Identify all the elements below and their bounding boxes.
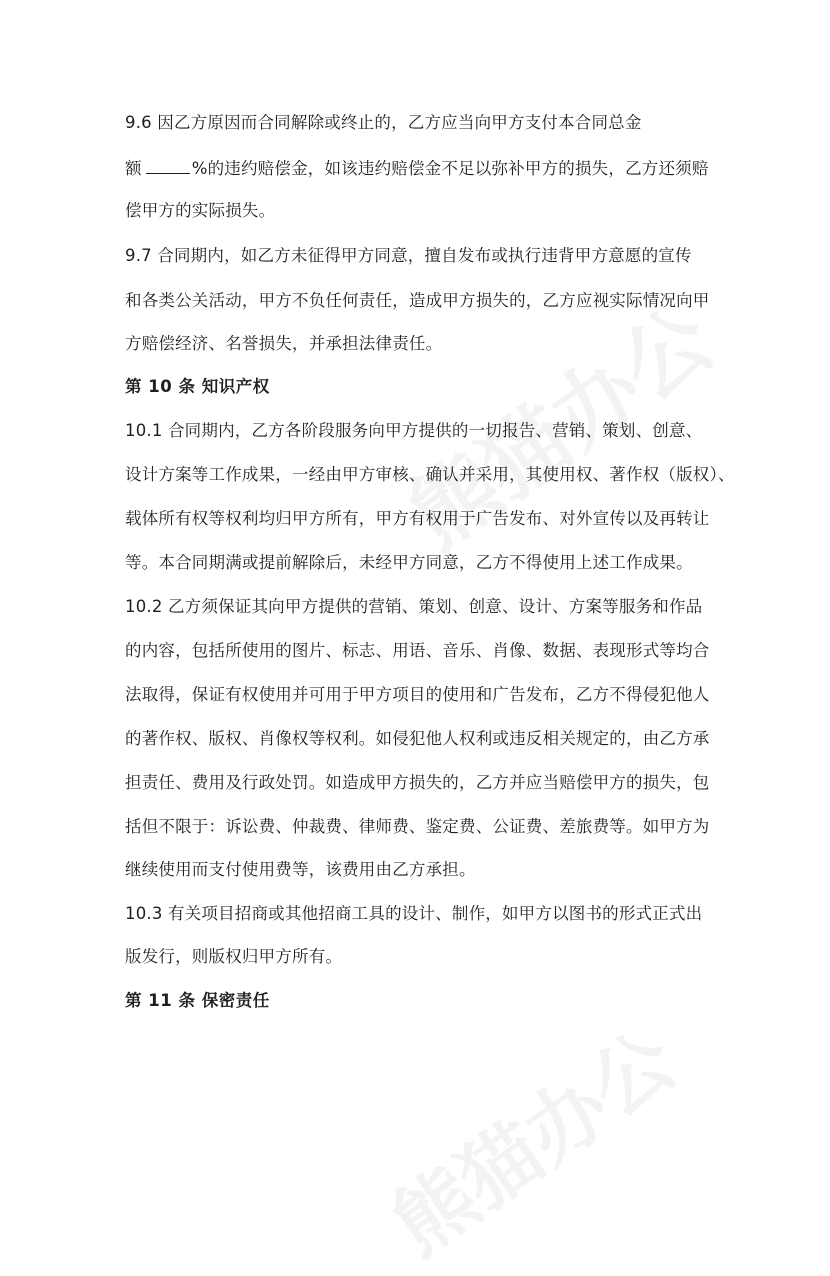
clause-9-7-line-1: 9.7 合同期内，如乙方未征得甲方同意，擅自发布或执行违背甲方意愿的宣传 <box>125 246 692 265</box>
clause-9-6-line-3: 偿甲方的实际损失。 <box>125 201 276 220</box>
article-11-heading: 第 11 条 保密责任 <box>125 991 270 1010</box>
clause-9-6-line-1: 9.6 因乙方原因而合同解除或终止的，乙方应当向甲方支付本合同总金 <box>125 113 642 132</box>
clause-9-7-line-3: 方赔偿经济、名誉损失，并承担法律责任。 <box>125 334 443 353</box>
clause-10-2-line-3: 法取得，保证有权使用并可用于甲方项目的使用和广告发布，乙方不得侵犯他人 <box>125 685 710 704</box>
clause-10-3-line-1: 10.3 有关项目招商或其他招商工具的设计、制作，如甲方以图书的形式正式出 <box>125 904 703 923</box>
clause-10-2-line-4: 的著作权、版权、肖像权等权利。如侵犯他人权利或违反相关规定的，由乙方承 <box>125 729 710 748</box>
clause-9-6-line-2 <box>125 157 709 180</box>
article-10-heading: 第 10 条 知识产权 <box>125 377 270 396</box>
clause-10-2-line-6: 括但不限于：诉讼费、仲裁费、律师费、鉴定费、公证费、差旅费等。如甲方为 <box>125 817 710 836</box>
clause-10-1-line-3: 载体所有权等权利均归甲方所有，甲方有权用于广告发布、对外宣传以及再转让 <box>125 509 710 528</box>
clause-10-2-line-5: 担责任、费用及行政处罚。如造成甲方损失的，乙方并应当赔偿甲方的损失，包 <box>125 773 710 792</box>
clause-9-7-line-2: 和各类公关活动，甲方不负任何责任，造成甲方损失的，乙方应视实际情况向甲 <box>125 291 710 310</box>
clause-10-1-line-4: 等。本合同期满或提前解除后，未经甲方同意，乙方不得使用上述工作成果。 <box>125 553 693 572</box>
clause-9-6-line-2-start: 额 <box>125 159 142 178</box>
clause-10-2-line-2: 的内容，包括所使用的图片、标志、用语、音乐、肖像、数据、表现形式等均合 <box>125 641 710 660</box>
clause-10-1-line-1: 10.1 合同期内，乙方各阶段服务向甲方提供的一切报告、营销、策划、创意、 <box>125 421 703 440</box>
clause-9-6-line-2-end: %的违约赔偿金，如该违约赔偿金不足以弥补甲方的损失，乙方还须赔 <box>191 159 709 178</box>
clause-10-2-line-7: 继续使用而支付使用费等，该费用由乙方承担。 <box>125 860 476 879</box>
clause-10-2-line-1: 10.2 乙方须保证其向甲方提供的营销、策划、创意、设计、方案等服务和作品 <box>125 597 703 616</box>
watermark-lower <box>366 999 694 1276</box>
clause-10-3-line-2: 版发行，则版权归甲方所有。 <box>125 947 343 966</box>
penalty-percent-blank <box>146 157 190 174</box>
clause-10-1-line-2: 设计方案等工作成果，一经由甲方审核、确认并采用，其使用权、著作权（版权）、 <box>125 465 735 484</box>
